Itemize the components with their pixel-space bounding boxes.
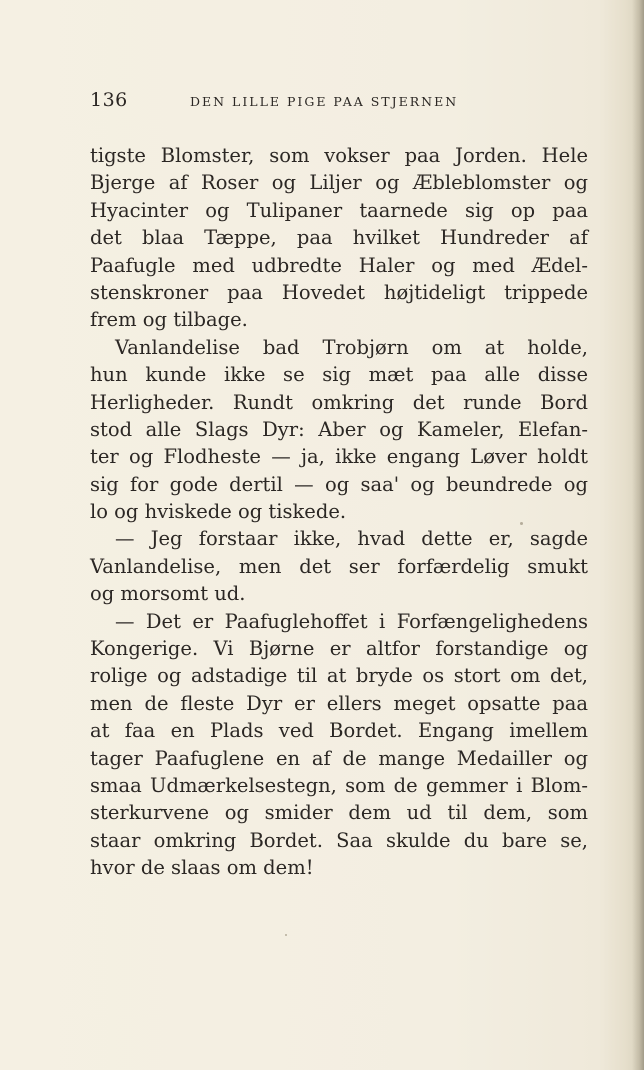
text-line: stenskroner paa Hovedet højtideligt trippede <box>90 280 588 304</box>
running-head: DEN LILLE PIGE PAA STJERNEN <box>190 94 459 109</box>
text-line: lo og hviskede og tiskede. <box>90 500 347 524</box>
text-line: tager Paafuglene en af de mange Medailler og <box>90 746 588 770</box>
text-line: det blaa Tæppe, paa hvilket Hundreder af <box>90 226 588 250</box>
body-text <box>90 142 588 882</box>
text-line: tigste Blomster, som vokser paa Jorden. Hele <box>90 144 588 167</box>
text-line: Vanlandelise bad Trobjørn om at holde, <box>115 335 588 359</box>
page-number: 136 <box>90 89 128 111</box>
text-line: hun kunde ikke se sig mæt paa alle disse <box>90 363 588 387</box>
text-line: Vanlandelise, men det ser forfærdelig smukt <box>90 554 588 578</box>
page-header <box>90 89 590 115</box>
text-line: — Det er Paafuglehoffet i Forfængelighedens <box>115 609 588 633</box>
text-line: — Jeg forstaar ikke, hvad dette er, sagde <box>115 527 588 551</box>
text-line: og morsomt ud. <box>90 582 246 606</box>
text-line: rolige og adstadige til at bryde os stort om det, <box>90 664 588 688</box>
paper-speck <box>285 934 287 936</box>
text-line: men de fleste Dyr er ellers meget opsatte paa <box>90 691 588 715</box>
text-line: Kongerige. Vi Bjørne er altfor forstandige og <box>90 637 588 661</box>
text-line: at faa en Plads ved Bordet. Engang imellem <box>90 719 588 743</box>
text-line: Hyacinter og Tulipaner taarnede sig op paa <box>90 198 588 222</box>
page-edge-shadow <box>632 0 644 1070</box>
text-line: Bjerge af Roser og Liljer og Æbleblomster og <box>90 171 588 195</box>
text-line: stod alle Slags Dyr: Aber og Kameler, Elefan- <box>90 417 588 441</box>
text-line: staar omkring Bordet. Saa skulde du bare se, <box>90 828 588 852</box>
text-line: Paafugle med udbredte Haler og med Ædel- <box>90 253 588 277</box>
paper-speck <box>520 522 523 525</box>
text-line: frem og tilbage. <box>90 308 248 332</box>
text-line: Herligheder. Rundt omkring det runde Bord <box>90 390 588 414</box>
text-line: smaa Udmærkelsestegn, som de gemmer i Blom- <box>90 773 588 797</box>
text-line: sterkurvene og smider dem ud til dem, som <box>90 801 588 825</box>
text-line: sig for gode dertil — og saa' og beundrede og <box>90 472 588 496</box>
text-line: hvor de slaas om dem! <box>90 856 314 880</box>
text-line: ter og Flodheste — ja, ikke engang Løver holdt <box>90 445 588 469</box>
